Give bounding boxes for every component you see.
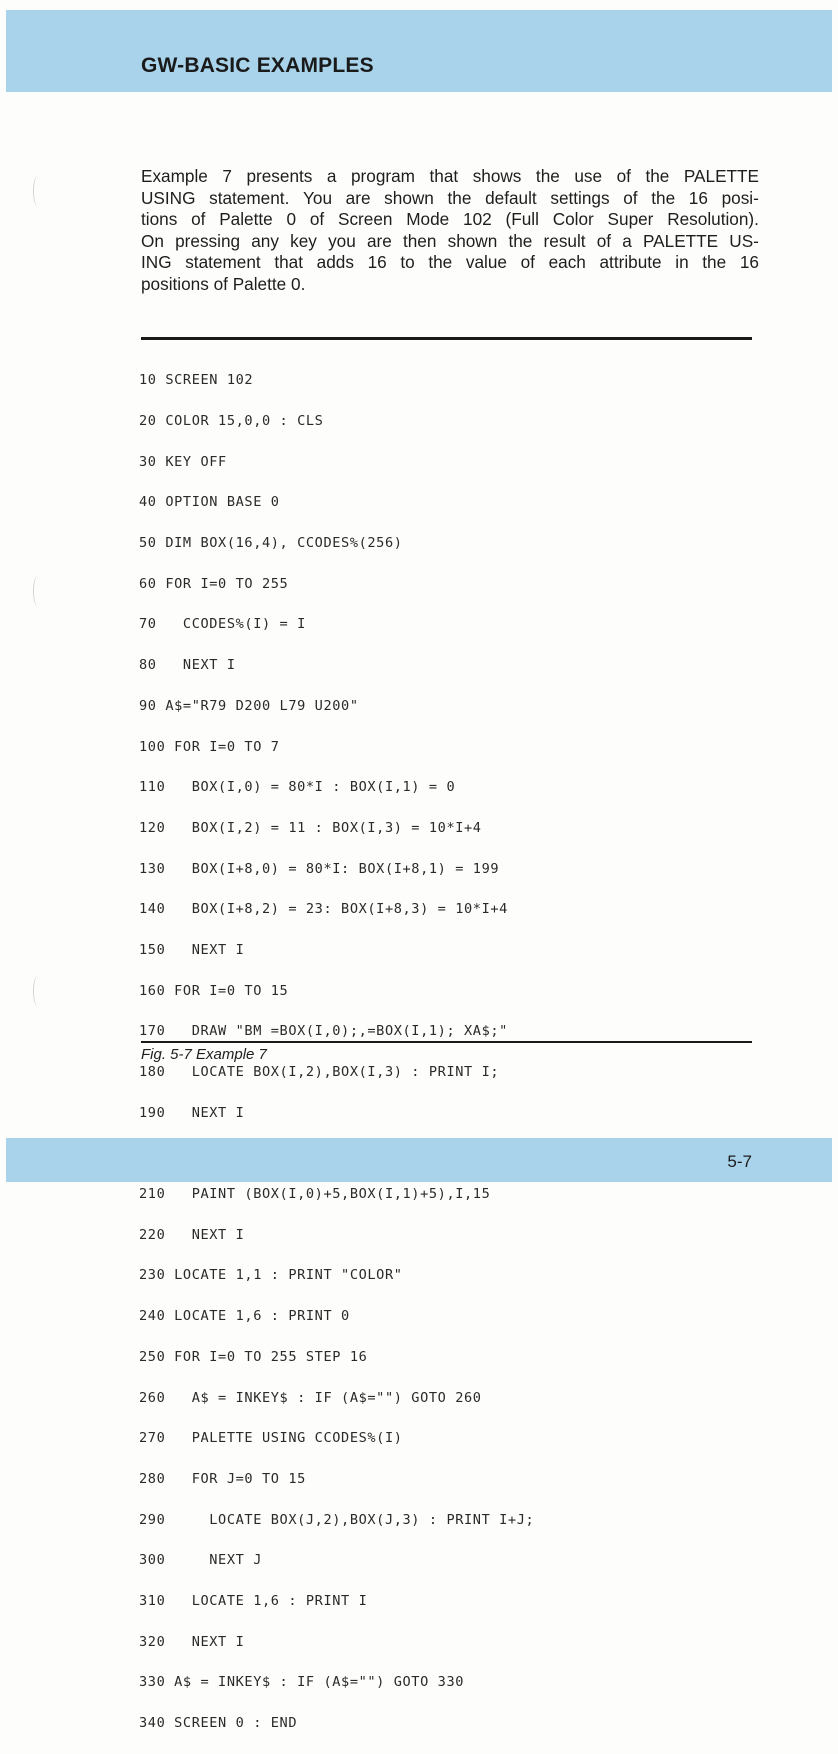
code-line: 270 PALETTE USING CCODES%(I) [139, 1430, 403, 1447]
code-line: 60 FOR I=0 TO 255 [139, 575, 289, 592]
binder-hole-mark [33, 976, 42, 1006]
intro-line: USING statement. You are shown the default settings of the 16 posi- [141, 187, 759, 208]
code-line: 120 BOX(I,2) = 11 : BOX(I,3) = 10*I+4 [139, 819, 482, 836]
code-line: 130 BOX(I+8,0) = 80*I: BOX(I+8,1) = 199 [139, 860, 500, 877]
listing-top-rule [141, 337, 752, 340]
code-line: 160 FOR I=0 TO 15 [139, 982, 289, 999]
code-line: 180 LOCATE BOX(I,2),BOX(I,3) : PRINT I; [139, 1064, 500, 1081]
code-line: 140 BOX(I+8,2) = 23: BOX(I+8,3) = 10*I+4 [139, 901, 508, 918]
code-line: 40 OPTION BASE 0 [139, 494, 280, 511]
code-line: 90 A$="R79 D200 L79 U200" [139, 697, 359, 714]
code-line: 80 NEXT I [139, 657, 236, 674]
code-line: 250 FOR I=0 TO 255 STEP 16 [139, 1348, 368, 1365]
figure-caption: Fig. 5-7 Example 7 [141, 1046, 267, 1063]
code-line: 230 LOCATE 1,1 : PRINT "COLOR" [139, 1267, 403, 1284]
code-line: 170 DRAW "BM =BOX(I,0);,=BOX(I,1); XA$;" [139, 1023, 508, 1040]
code-line: 190 NEXT I [139, 1104, 245, 1121]
code-line: 150 NEXT I [139, 941, 245, 958]
code-line: 110 BOX(I,0) = 80*I : BOX(I,1) = 0 [139, 779, 456, 796]
page-title: GW-BASIC EXAMPLES [141, 54, 374, 77]
binder-hole-mark [33, 176, 42, 206]
code-line: 280 FOR J=0 TO 15 [139, 1470, 306, 1487]
intro-line: ING statement that adds 16 to the value of each attribute in the 16 [141, 252, 759, 273]
code-line: 100 FOR I=0 TO 7 [139, 738, 280, 755]
code-line: 290 LOCATE BOX(J,2),BOX(J,3) : PRINT I+J; [139, 1511, 535, 1528]
code-line: 10 SCREEN 102 [139, 372, 254, 389]
code-line: 310 LOCATE 1,6 : PRINT I [139, 1592, 368, 1609]
code-line: 320 NEXT I [139, 1633, 245, 1650]
code-line: 70 CCODES%(I) = I [139, 616, 306, 633]
intro-line: tions of Palette 0 of Screen Mode 102 (Full Color Super Resolution). [141, 209, 759, 230]
page-number: 5-7 [727, 1152, 752, 1171]
intro-line: positions of Palette 0. [141, 273, 306, 294]
code-line: 240 LOCATE 1,6 : PRINT 0 [139, 1308, 350, 1325]
listing-bottom-rule [141, 1041, 752, 1043]
code-line: 30 KEY OFF [139, 453, 227, 470]
intro-line: On pressing any key you are then shown the result of a PALETTE US- [141, 230, 759, 251]
binder-hole-mark [33, 576, 42, 606]
code-line: 260 A$ = INKEY$ : IF (A$="") GOTO 260 [139, 1389, 482, 1406]
intro-line: Example 7 presents a program that shows the use of the PALETTE [141, 166, 759, 186]
code-line: 50 DIM BOX(16,4), CCODES%(256) [139, 535, 403, 552]
code-line: 220 NEXT I [139, 1226, 245, 1243]
code-line: 210 PAINT (BOX(I,0)+5,BOX(I,1)+5),I,15 [139, 1186, 491, 1203]
header-band [6, 10, 832, 92]
footer-band [6, 1138, 832, 1182]
code-line: 330 A$ = INKEY$ : IF (A$="") GOTO 330 [139, 1674, 465, 1691]
code-line: 300 NEXT J [139, 1552, 262, 1569]
code-line: 340 SCREEN 0 : END [139, 1715, 298, 1732]
code-line: 20 COLOR 15,0,0 : CLS [139, 413, 324, 430]
intro-paragraph [141, 166, 759, 296]
